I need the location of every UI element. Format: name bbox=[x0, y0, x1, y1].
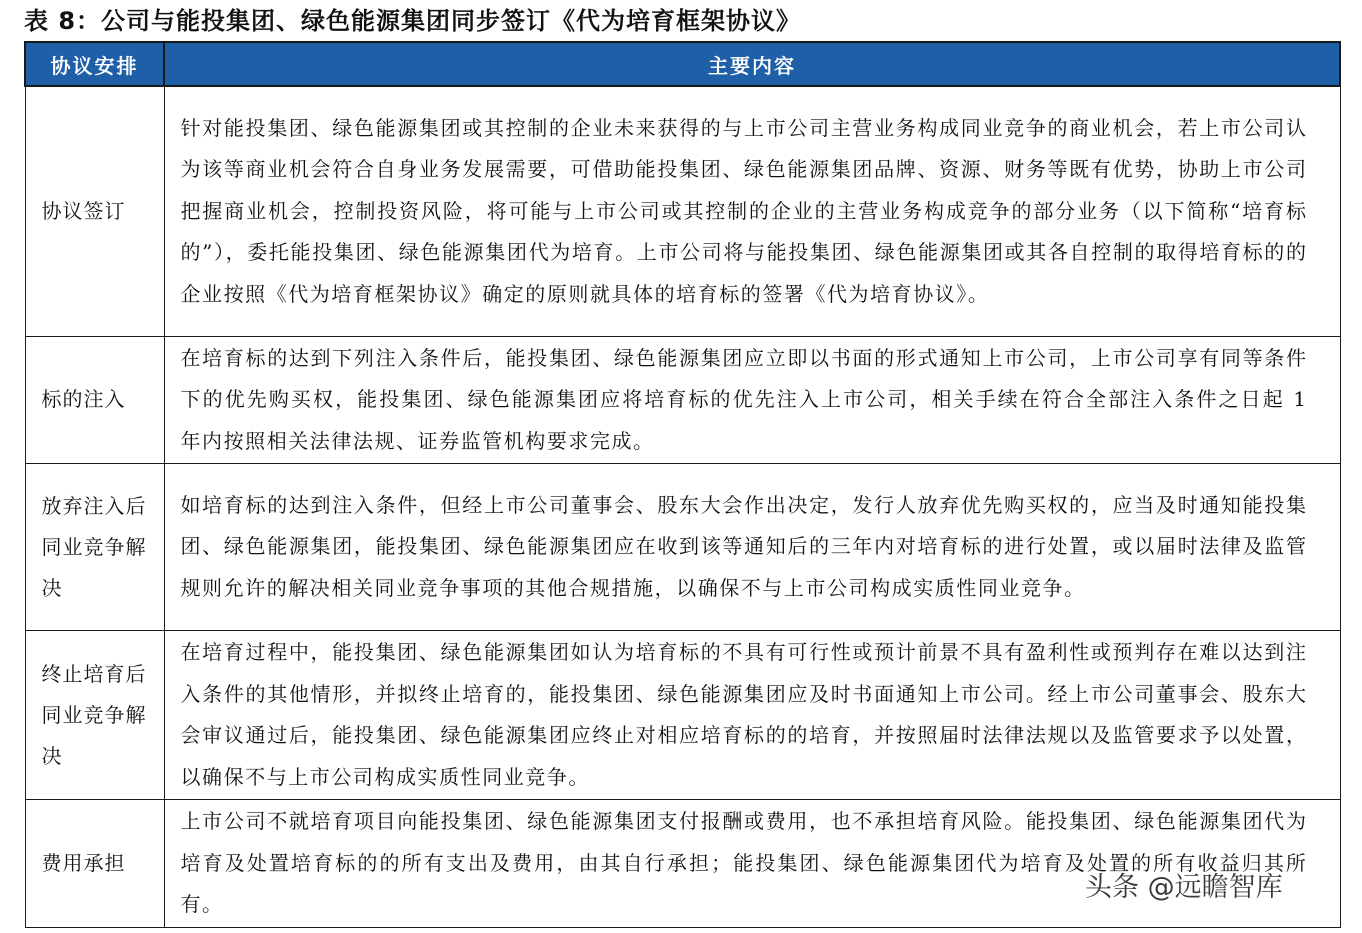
table-row bbox=[25, 631, 1340, 800]
row-label-waive-injection: 放弃注入后同业竞争解决 bbox=[25, 464, 164, 631]
table-row bbox=[25, 86, 1340, 336]
header-main-content: 主要内容 bbox=[164, 42, 1340, 86]
row-label-signing: 协议签订 bbox=[25, 86, 164, 336]
header-arrangement: 协议安排 bbox=[25, 42, 164, 86]
table-title: 表 8：公司与能投集团、绿色能源集团同步签订《代为培育框架协议》 bbox=[24, 7, 802, 35]
row-label-injection: 标的注入 bbox=[25, 336, 164, 464]
row-content-waive-injection: 如培育标的达到注入条件，但经上市公司董事会、股东大会作出决定，发行人放弃优先购买权的，应当及时通知能投集团、绿色能源集团，能投集团、绿色能源集团应在收到该等通知后的三年内对培育标的进行处置，或以届时法律及监管规则允许的解决相关同业竞争事项的其他合规措施，以确保不与上市公司构成实质性同业竞争。 bbox=[164, 464, 1340, 631]
table-row bbox=[25, 464, 1340, 631]
row-content-terminate-incubation: 在培育过程中，能投集团、绿色能源集团如认为培育标的不具有可行性或预计前景不具有盈利性或预判存在难以达到注入条件的其他情形，并拟终止培育的，能投集团、绿色能源集团应及时书面通知上市公司。经上市公司董事会、股东大会审议通过后，能投集团、绿色能源集团应终止对相应培育标的的培育，并按照届时法律法规以及监管要求予以处置，以确保不与上市公司构成实质性同业竞争。 bbox=[164, 631, 1340, 800]
row-label-expenses: 费用承担 bbox=[25, 800, 164, 928]
row-content-expenses: 上市公司不就培育项目向能投集团、绿色能源集团支付报酬或费用，也不承担培育风险。能投集团、绿色能源集团代为培育及处置培育标的的所有支出及费用，由其自行承担；能投集团、绿色能源集团代为培育及处置的所有收益归其所有。 bbox=[164, 800, 1340, 928]
row-label-terminate-incubation: 终止培育后同业竞争解决 bbox=[25, 631, 164, 800]
row-content-signing: 针对能投集团、绿色能源集团或其控制的企业未来获得的与上市公司主营业务构成同业竞争的商业机会，若上市公司认为该等商业机会符合自身业务发展需要，可借助能投集团、绿色能源集团品牌、资源、财务等既有优势，协助上市公司把握商业机会，控制投资风险，将可能与上市公司或其控制的企业的主营业务构成竞争的部分业务（以下简称“培育标的”），委托能投集团、绿色能源集团代为培育。上市公司将与能投集团、绿色能源集团或其各自控制的取得培育标的的企业按照《代为培育框架协议》确定的原则就具体的培育标的签署《代为培育协议》。 bbox=[164, 86, 1340, 336]
watermark: 头条 @远瞻智库 bbox=[1085, 872, 1283, 903]
agreement-table bbox=[24, 41, 1341, 928]
row-content-injection: 在培育标的达到下列注入条件后，能投集团、绿色能源集团应立即以书面的形式通知上市公司，上市公司享有同等条件下的优先购买权，能投集团、绿色能源集团应将培育标的优先注入上市公司，相关手续在符合全部注入条件之日起 1 年内按照相关法律法规、证券监管机构要求完成。 bbox=[164, 336, 1340, 464]
table-row bbox=[25, 336, 1340, 464]
table-header-row bbox=[25, 42, 1340, 86]
